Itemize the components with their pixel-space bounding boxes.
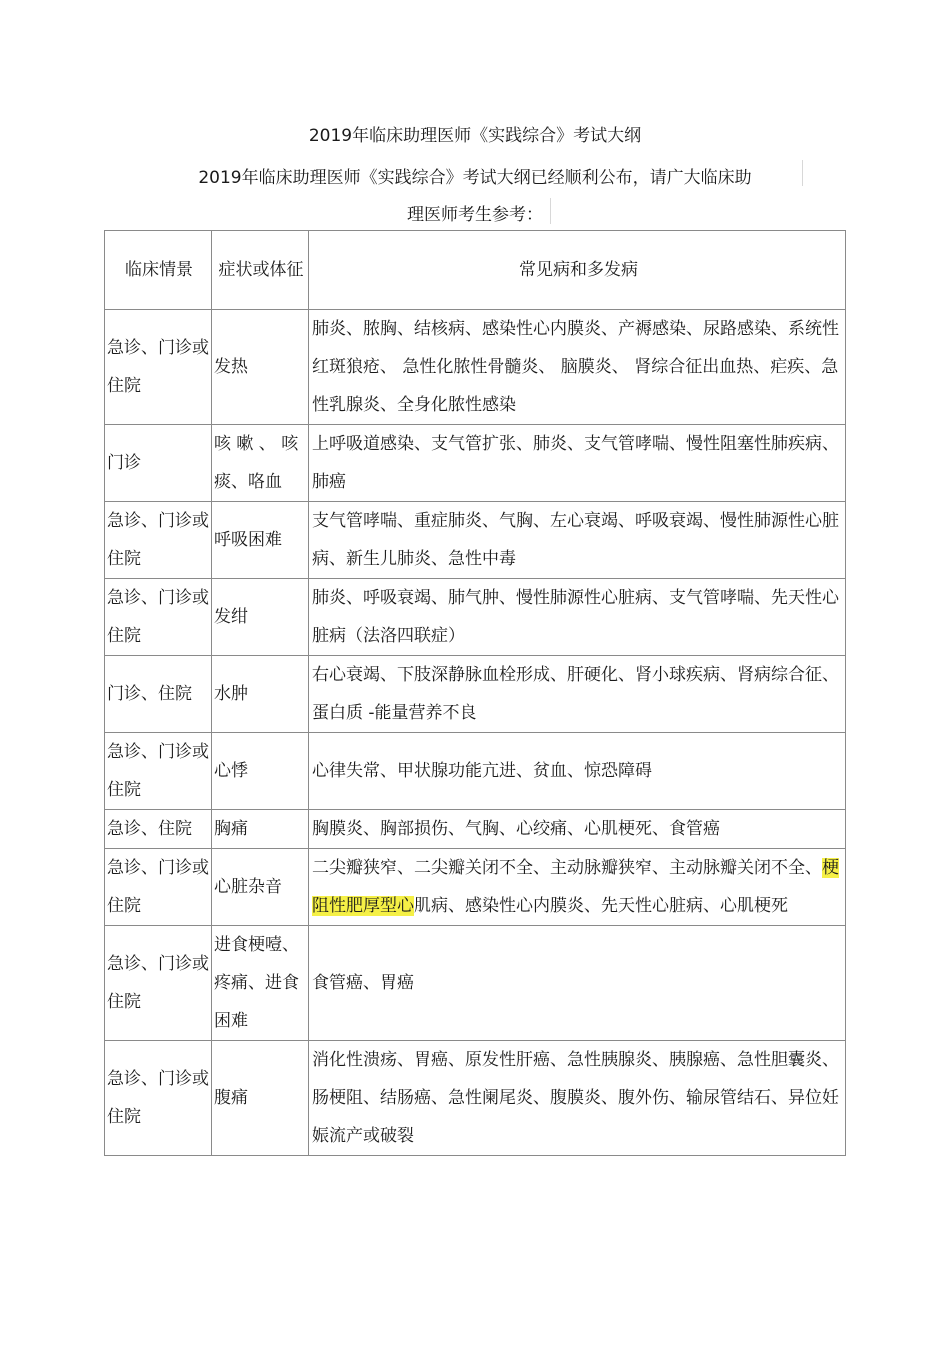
table-row [105, 1041, 846, 1156]
symptom-cell: 咳 嗽 、 咳痰、咯血 [212, 425, 309, 502]
scenario-cell: 急诊、门诊或住院 [105, 733, 212, 810]
table-row [105, 926, 846, 1041]
table-header-row [105, 231, 846, 310]
scenario-cell: 门诊、住院 [105, 656, 212, 733]
diseases-cell: 支气管哮喘、重症肺炎、气胸、左心衰竭、呼吸衰竭、慢性肺源性心脏病、新生儿肺炎、急性中毒 [309, 502, 846, 579]
symptom-cell: 胸痛 [212, 810, 309, 849]
header-symptom: 症状或体征 [212, 231, 309, 310]
diseases-cell [309, 849, 846, 926]
table-row [105, 810, 846, 849]
symptom-cell: 水肿 [212, 656, 309, 733]
table-row [105, 502, 846, 579]
intro-line-1: 2019年临床助理医师《实践综合》考试大纲已经顺利公布，请广大临床助 [198, 168, 752, 188]
symptom-cell: 心悸 [212, 733, 309, 810]
diseases-cell: 上呼吸道感染、支气管扩张、肺炎、支气管哮喘、慢性阻塞性肺疾病、肺癌 [309, 425, 846, 502]
exam-outline-table [104, 230, 846, 1156]
intro-line-2: 理医师考生参考： [407, 205, 543, 225]
symptom-cell: 发热 [212, 310, 309, 425]
table-row [105, 310, 846, 425]
scenario-cell: 门诊 [105, 425, 212, 502]
text-cursor-mark [550, 198, 551, 224]
header-scenario: 临床情景 [105, 231, 212, 310]
table-row [105, 579, 846, 656]
scenario-cell: 急诊、门诊或住院 [105, 849, 212, 926]
intro-paragraph [150, 160, 800, 234]
highlighted-text: 梗阻性肥厚型心 [312, 858, 839, 916]
document-title: 2019年临床助理医师《实践综合》考试大纲 [308, 126, 642, 146]
diseases-text-before: 二尖瓣狭窄、二尖瓣关闭不全、主动脉瓣狭窄、主动脉瓣关闭不全、 [312, 858, 822, 878]
table-row [105, 425, 846, 502]
diseases-cell: 右心衰竭、下肢深静脉血栓形成、肝硬化、肾小球疾病、肾病综合征、蛋白质 -能量营养不良 [309, 656, 846, 733]
symptom-cell: 心脏杂音 [212, 849, 309, 926]
diseases-cell: 心律失常、甲状腺功能亢进、贫血、惊恐障碍 [309, 733, 846, 810]
diseases-cell: 消化性溃疡、胃癌、原发性肝癌、急性胰腺炎、胰腺癌、急性胆囊炎、肠梗阻、结肠癌、急性阑尾炎、腹膜炎、腹外伤、输尿管结石、异位妊娠流产或破裂 [309, 1041, 846, 1156]
scenario-cell: 急诊、门诊或住院 [105, 310, 212, 425]
symptom-cell: 进食梗噎、疼痛、进食困难 [212, 926, 309, 1041]
diseases-cell: 胸膜炎、胸部损伤、气胸、心绞痛、心肌梗死、食管癌 [309, 810, 846, 849]
header-diseases: 常见病和多发病 [309, 231, 846, 310]
scenario-cell: 急诊、门诊或住院 [105, 579, 212, 656]
text-cursor-mark [802, 160, 803, 186]
diseases-cell: 肺炎、脓胸、结核病、感染性心内膜炎、产褥感染、尿路感染、系统性红斑狼疮、 急性化脓性骨髓炎、 脑膜炎、 肾综合征出血热、疟疾、急性乳腺炎、全身化脓性感染 [309, 310, 846, 425]
scenario-cell: 急诊、门诊或住院 [105, 1041, 212, 1156]
symptom-cell: 呼吸困难 [212, 502, 309, 579]
diseases-cell: 肺炎、呼吸衰竭、肺气肿、慢性肺源性心脏病、支气管哮喘、先天性心脏病（法洛四联症） [309, 579, 846, 656]
diseases-cell: 食管癌、胃癌 [309, 926, 846, 1041]
symptom-cell: 腹痛 [212, 1041, 309, 1156]
table-row [105, 733, 846, 810]
scenario-cell: 急诊、门诊或住院 [105, 926, 212, 1041]
diseases-text-after: 肌病、感染性心内膜炎、先天性心脏病、心肌梗死 [414, 896, 788, 916]
symptom-cell: 发绀 [212, 579, 309, 656]
scenario-cell: 急诊、住院 [105, 810, 212, 849]
scenario-cell: 急诊、门诊或住院 [105, 502, 212, 579]
table-row [105, 849, 846, 926]
table-row [105, 656, 846, 733]
